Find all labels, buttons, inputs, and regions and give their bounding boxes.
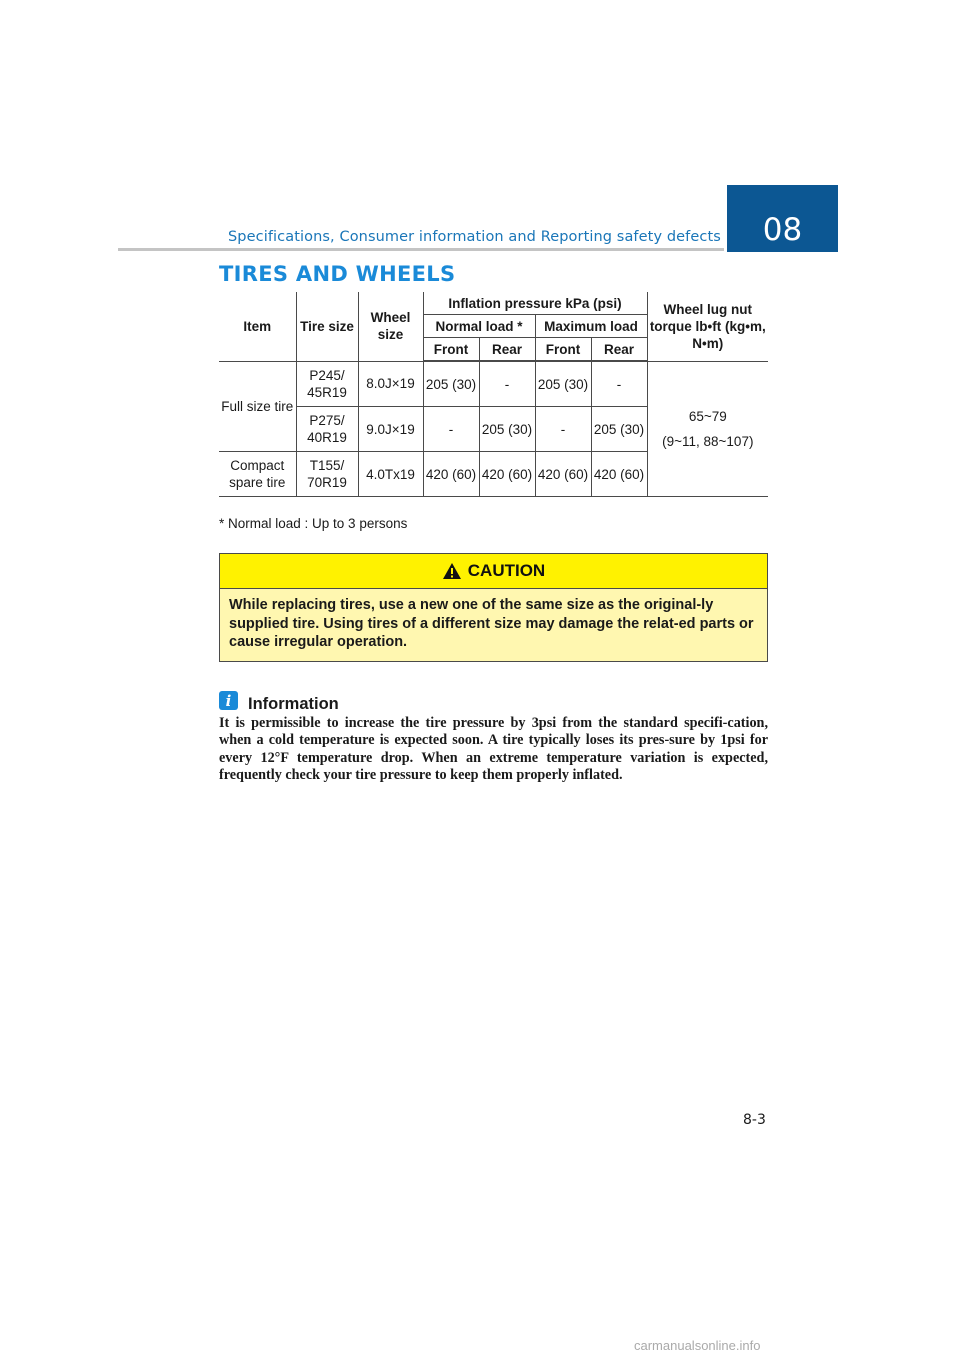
caution-box xyxy=(219,553,768,662)
cell-normal-rear: 420 (60) xyxy=(479,452,535,497)
cell-wheel-size: 9.0J×19 xyxy=(358,407,423,452)
cell-normal-rear: 205 (30) xyxy=(479,407,535,452)
header-lug-nut-torque: Wheel lug nut torque lb•ft (kg•m, N•m) xyxy=(647,292,768,361)
header-wheel-size: Wheel size xyxy=(358,292,423,361)
caution-title: CAUTION xyxy=(467,561,546,580)
cell-wheel-size: 4.0Tx19 xyxy=(358,452,423,497)
header-normal-rear: Rear xyxy=(479,338,535,362)
header-inflation-pressure: Inflation pressure kPa (psi) xyxy=(423,292,647,315)
cell-max-rear: 420 (60) xyxy=(591,452,647,497)
cell-normal-front: 205 (30) xyxy=(423,361,479,407)
cell-item: Compact spare tire xyxy=(219,452,296,497)
watermark-text: carmanualsonline.info xyxy=(634,1338,761,1353)
table-footnote: * Normal load : Up to 3 persons xyxy=(219,516,408,531)
page-number: 8-3 xyxy=(743,1112,766,1128)
running-header-title: Specifications, Consumer information and Reporting safety defects xyxy=(228,229,721,245)
caution-text: While replacing tires, use a new one of the same size as the original-ly supplied tire. Using tires of a different size may damage the relat-ed parts or cause irregular operation. xyxy=(229,597,754,650)
header-rule xyxy=(118,248,724,251)
cell-wheel-size: 8.0J×19 xyxy=(358,361,423,407)
chapter-number-tab xyxy=(727,185,838,252)
header-max-rear: Rear xyxy=(591,338,647,362)
cell-item: Full size tire xyxy=(219,361,296,452)
cell-max-rear: 205 (30) xyxy=(591,407,647,452)
caution-header xyxy=(220,554,767,589)
lug-nut-torque-metric: (9~11, 88~107) xyxy=(662,433,754,449)
header-max-front: Front xyxy=(535,338,591,362)
cell-max-front: 420 (60) xyxy=(535,452,591,497)
information-title: Information xyxy=(248,695,339,713)
chapter-number: 08 xyxy=(762,212,803,248)
cell-normal-front: - xyxy=(423,407,479,452)
cell-tire-size: P245/ 45R19 xyxy=(296,361,358,407)
cell-max-rear: - xyxy=(591,361,647,407)
information-heading xyxy=(219,687,339,714)
section-title: TIRES AND WHEELS xyxy=(219,262,456,286)
cell-normal-rear: - xyxy=(479,361,535,407)
lug-nut-torque-value: 65~79 xyxy=(688,408,727,424)
cell-normal-front: 420 (60) xyxy=(423,452,479,497)
header-tire-size: Tire size xyxy=(296,292,358,361)
cell-max-front: 205 (30) xyxy=(535,361,591,407)
warning-triangle-icon xyxy=(442,562,462,580)
cell-max-front: - xyxy=(535,407,591,452)
cell-tire-size: T155/ 70R19 xyxy=(296,452,358,497)
header-item: Item xyxy=(219,292,296,361)
tire-spec-table xyxy=(219,292,768,497)
header-normal-front: Front xyxy=(423,338,479,362)
header-maximum-load: Maximum load xyxy=(535,315,647,338)
cell-tire-size: P275/ 40R19 xyxy=(296,407,358,452)
table-row xyxy=(219,361,768,407)
information-text: It is permissible to increase the tire pressure by 3psi from the standard specifi-cation, when a cold temperature is expected soon. A tire typically loses its pres-sure by 1psi for every 12°F temperature drop. When an extreme temperature variation is expected, frequently check your tire pressure to keep them properly inflated. xyxy=(219,715,768,783)
info-icon: i xyxy=(219,691,238,710)
cell-lug-nut-torque xyxy=(647,361,768,497)
header-normal-load: Normal load * xyxy=(423,315,535,338)
